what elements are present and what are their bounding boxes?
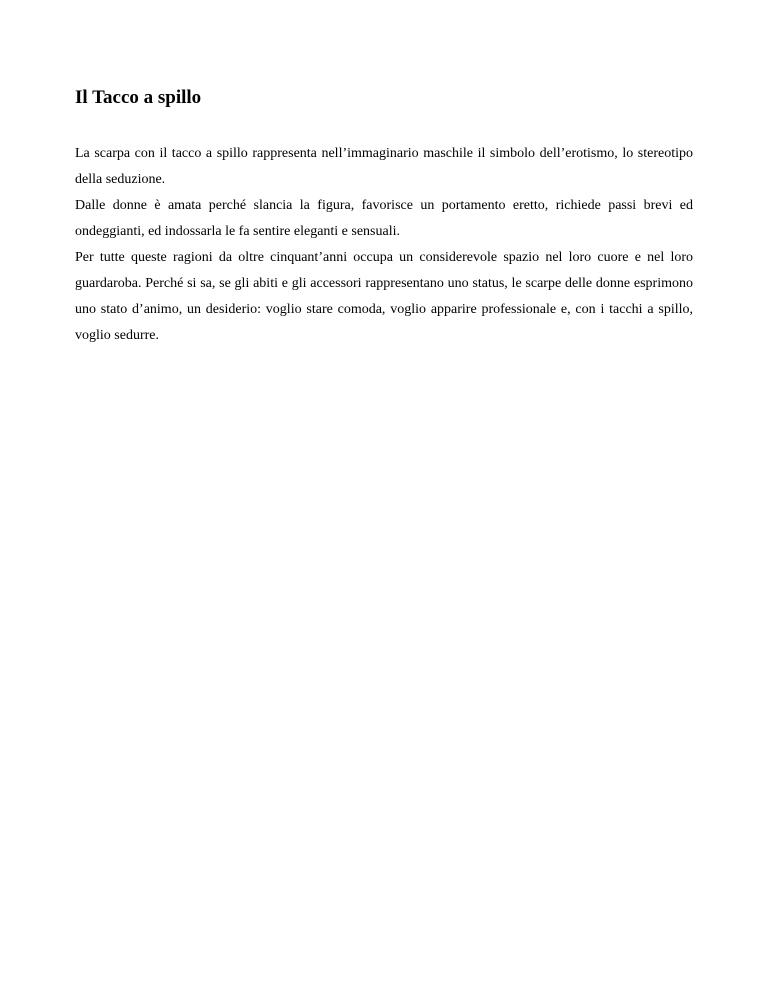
paragraph-2: Dalle donne è amata perché slancia la figura, favorisce un portamento eretto, richiede passi brevi ed ondeggianti, ed indossarla le fa sentire eleganti e sensuali.	[75, 198, 693, 239]
paragraph-1: La scarpa con il tacco a spillo rappresenta nell’immaginario maschile il simbolo dell’erotismo, lo stereotipo della seduzione.	[75, 146, 693, 187]
paragraph-3: Per tutte queste ragioni da oltre cinquant’anni occupa un considerevole spazio nel loro cuore e nel loro guardaroba. Perché si sa, se gli abiti e gli accessori rappresentano uno status, le scarpe delle donne esprimono uno stato d’animo, un desiderio: voglio stare comoda, voglio apparire professionale e, con i tacchi a spillo, voglio sedurre.	[75, 250, 693, 343]
page-title: Il Tacco a spillo	[75, 87, 202, 108]
